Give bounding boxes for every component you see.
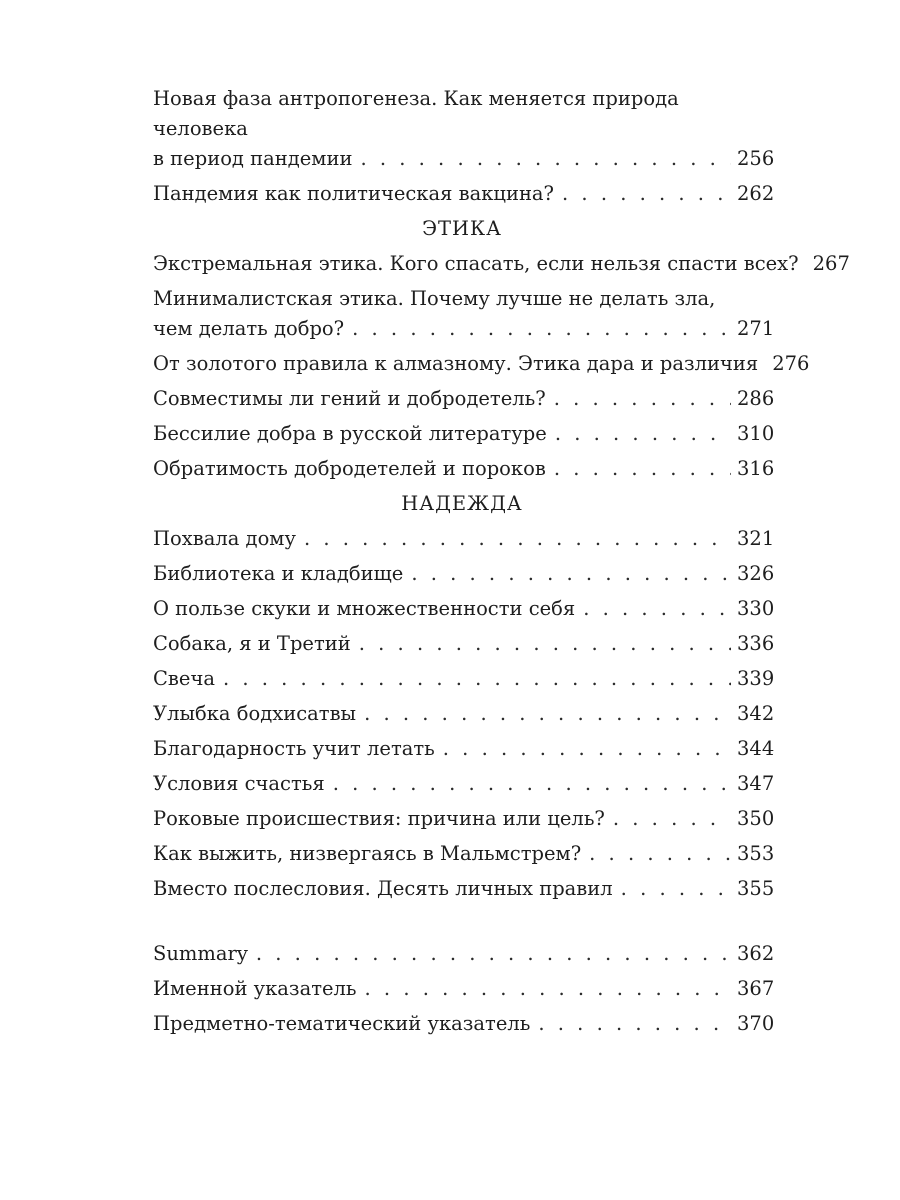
toc-entry-powerlessness-of-good[interactable] <box>153 419 775 449</box>
dot-leader <box>562 179 731 209</box>
toc-entry-page: 336 <box>737 632 775 655</box>
toc-entry-fatal-incidents[interactable] <box>153 804 775 834</box>
toc-entry-title: Улыбка бодхисатвы <box>153 702 357 725</box>
toc-entry-conditions-of-happiness[interactable] <box>153 769 775 799</box>
dot-leader <box>359 629 731 659</box>
toc-entry-page: 355 <box>737 877 775 900</box>
toc-entry-title: в период пандемии <box>153 147 353 170</box>
toc-entry-pandemic-vaccine[interactable] <box>153 179 775 209</box>
toc-entry-title: Похвала дому <box>153 527 296 550</box>
dot-leader <box>223 664 731 694</box>
toc-entry-title: Обратимость добродетелей и пороков <box>153 457 546 480</box>
toc-entry-page: 276 <box>772 352 810 375</box>
toc-entry-summary[interactable] <box>153 939 775 969</box>
toc-entry-page: 353 <box>737 842 775 865</box>
toc-entry-gratitude-flight[interactable] <box>153 734 775 764</box>
dot-leader <box>443 734 731 764</box>
toc-entry-title-line1: Минималистская этика. Почему лучше не делать зла, <box>153 287 716 310</box>
toc-entry-title: Благодарность учит летать <box>153 737 435 760</box>
dot-leader <box>411 559 731 589</box>
toc-entry-page: 321 <box>737 527 775 550</box>
toc-entry-reversibility-of-virtues[interactable] <box>153 454 775 484</box>
toc-entry-page: 256 <box>737 147 775 170</box>
dot-leader <box>554 454 731 484</box>
section-heading-hope: НАДЕЖДА <box>401 492 523 515</box>
dot-leader <box>554 384 731 414</box>
section-heading-ethics: ЭТИКА <box>422 217 502 240</box>
toc-entry-title: Вместо послесловия. Десять личных правил <box>153 877 613 900</box>
toc-entry-title: О пользе скуки и множественности себя <box>153 597 576 620</box>
toc-entry-title: Совместимы ли гений и добродетель? <box>153 387 546 410</box>
toc-entry-title: Именной указатель <box>153 977 357 1000</box>
toc-entry-new-phase-anthropogenesis[interactable] <box>153 84 775 174</box>
toc-entry-page: 347 <box>737 772 775 795</box>
dot-leader <box>538 1009 731 1039</box>
toc-entry-title: Роковые происшествия: причина или цель? <box>153 807 605 830</box>
dot-leader <box>589 839 731 869</box>
toc-entry-title: Бессилие добра в русской литературе <box>153 422 547 445</box>
toc-entry-dog-me-third[interactable] <box>153 629 775 659</box>
toc-entry-boredom-and-multiplicity[interactable] <box>153 594 775 624</box>
toc-entry-title: Библиотека и кладбище <box>153 562 404 585</box>
toc-entry-maelstrom[interactable] <box>153 839 775 869</box>
dot-leader <box>555 419 731 449</box>
dot-leader <box>583 594 731 624</box>
toc-entry-name-index[interactable] <box>153 974 775 1004</box>
toc-entry-title: Предметно-тематический указатель <box>153 1012 531 1035</box>
dot-leader <box>352 314 731 344</box>
toc-entry-page: 370 <box>737 1012 775 1035</box>
dot-leader <box>365 974 731 1004</box>
dot-leader <box>360 144 731 174</box>
toc-entry-title: Summary <box>153 942 248 965</box>
dot-leader <box>621 874 731 904</box>
toc-entry-page: 286 <box>737 387 775 410</box>
toc-entry-title: Собака, я и Третий <box>153 632 351 655</box>
toc-entry-page: 367 <box>737 977 775 1000</box>
toc-entry-genius-and-virtue[interactable] <box>153 384 775 414</box>
toc-entry-page: 330 <box>737 597 775 620</box>
toc-entry-extreme-ethics[interactable] <box>153 249 850 279</box>
dot-leader <box>613 804 731 834</box>
toc-entry-title: Условия счастья <box>153 772 325 795</box>
toc-entry-page: 267 <box>812 252 850 275</box>
toc-entry-page: 326 <box>737 562 775 585</box>
toc-entry-minimalist-ethics[interactable] <box>153 284 775 344</box>
toc-entry-title: От золотого правила к алмазному. Этика дара и различия <box>153 352 759 375</box>
toc-entry-title: Пандемия как политическая вакцина? <box>153 182 555 205</box>
toc-entry-page: 362 <box>737 942 775 965</box>
toc-entry-page: 310 <box>737 422 775 445</box>
dot-leader <box>364 699 731 729</box>
toc-entry-candle[interactable] <box>153 664 775 694</box>
toc-entry-page: 271 <box>737 317 775 340</box>
section-spacer <box>153 909 771 939</box>
toc-entry-page: 316 <box>737 457 775 480</box>
toc-entry-title: чем делать добро? <box>153 317 345 340</box>
toc-entry-title: Экстремальная этика. Кого спасать, если нельзя спасти всех? <box>153 252 799 275</box>
toc-entry-page: 262 <box>737 182 775 205</box>
toc-entry-page: 339 <box>737 667 775 690</box>
toc-entry-page: 350 <box>737 807 775 830</box>
toc-entry-afterword-ten-rules[interactable] <box>153 874 775 904</box>
toc-entry-page: 342 <box>737 702 775 725</box>
toc-entry-subject-index[interactable] <box>153 1009 775 1039</box>
toc-entry-title-line1: Новая фаза антропогенеза. Как меняется природа человека <box>153 87 679 140</box>
toc-entry-title: Свеча <box>153 667 215 690</box>
dot-leader <box>333 769 731 799</box>
toc-entry-title: Как выжить, низвергаясь в Мальмстрем? <box>153 842 582 865</box>
dot-leader <box>304 524 731 554</box>
toc-entry-page: 344 <box>737 737 775 760</box>
toc-entry-library-and-cemetery[interactable] <box>153 559 775 589</box>
table-of-contents <box>153 84 850 1044</box>
dot-leader <box>256 939 731 969</box>
toc-entry-bodhisattva-smile[interactable] <box>153 699 775 729</box>
toc-entry-praise-of-home[interactable] <box>153 524 775 554</box>
toc-entry-golden-to-diamond-rule[interactable] <box>153 349 810 379</box>
